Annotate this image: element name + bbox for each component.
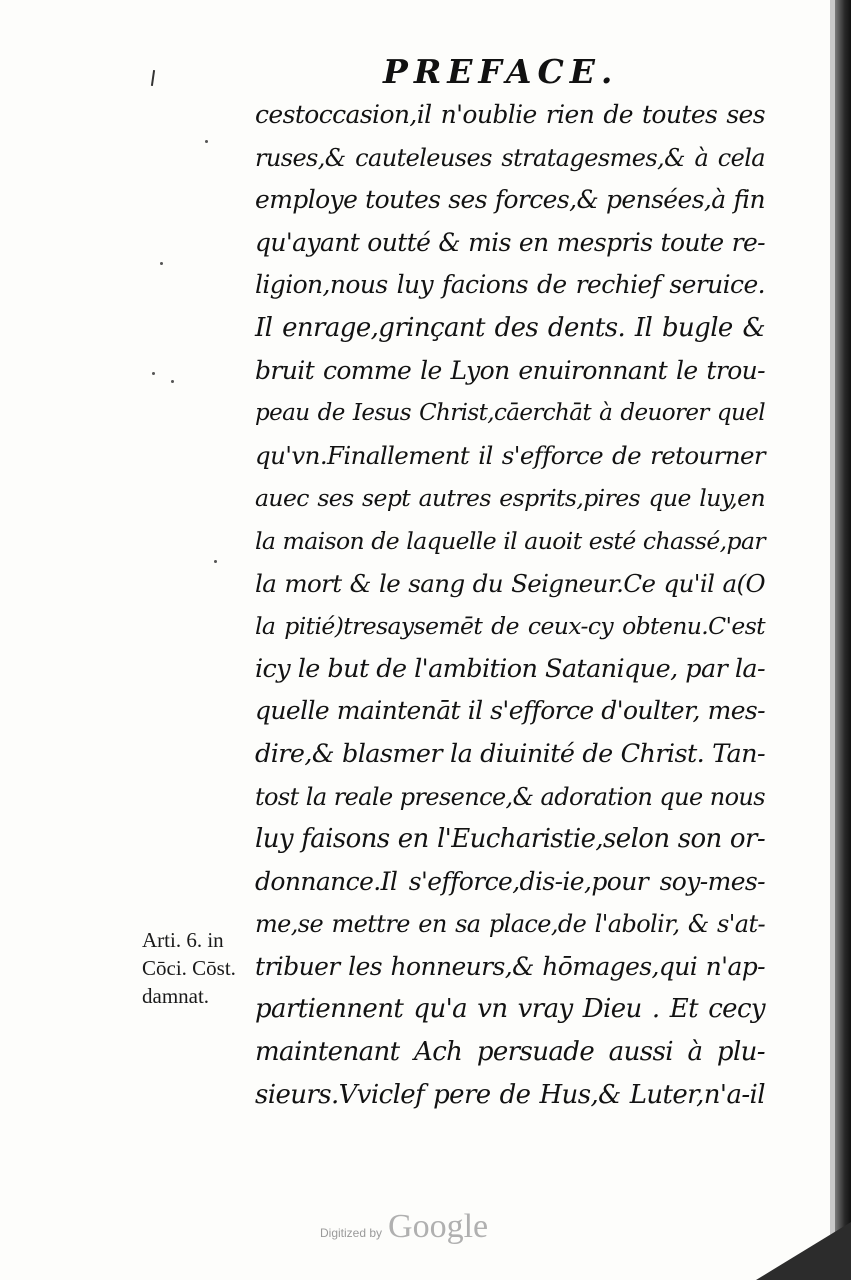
text-line: cestoccasion,il n'oublie rien de toutes ses bbox=[255, 100, 765, 129]
text-line: me,se mettre en sa place,de l'abolir, & s'at- bbox=[255, 910, 765, 939]
google-logo: Google bbox=[388, 1208, 489, 1245]
text-line: sieurs.Vviclef pere de Hus,& Luter,n'a-il bbox=[255, 1079, 765, 1110]
digitized-watermark bbox=[320, 1208, 488, 1246]
scan-speck bbox=[152, 372, 155, 375]
text-line: la maison de laquelle il auoit esté chassé,par bbox=[255, 526, 765, 555]
text-line: donnance.Il s'efforce,dis-ie,pour soy-mes- bbox=[255, 866, 765, 896]
text-line: qu'ayant outté & mis en mespris toute re- bbox=[255, 227, 765, 257]
margin-note bbox=[142, 926, 260, 1010]
text-line: tost la reale presence,& adoration que nous bbox=[255, 782, 765, 811]
binding-shadow bbox=[835, 0, 851, 1280]
text-line: qu'vn.Finallement il s'efforce de retourner bbox=[255, 440, 765, 470]
corner-fold-shadow bbox=[756, 1222, 851, 1280]
text-line: la pitié)tresaysemēt de ceux-cy obtenu.C'est bbox=[255, 612, 765, 641]
scan-speck bbox=[160, 262, 163, 265]
text-line: icy le but de l'ambition Satanique, par la- bbox=[255, 653, 765, 684]
text-line: ruses,& cauteleuses stratagesmes,& à cela bbox=[255, 143, 765, 172]
text-line: bruit comme le Lyon enuironnant le trou- bbox=[255, 355, 765, 385]
text-line: Il enrage,grinçant des dents. Il bugle & bbox=[255, 312, 765, 343]
text-line: la mort & le sang du Seigneur.Ce qu'il a(O bbox=[255, 568, 765, 598]
text-line: auec ses sept autres esprits,pires que luy,en bbox=[255, 484, 765, 513]
margin-note-line: Cōci. Cōst. bbox=[142, 956, 236, 980]
text-line: partiennent qu'a vn vray Dieu . Et cecy bbox=[255, 994, 765, 1025]
text-line: tribuer les honneurs,& hōmages,qui n'ap- bbox=[255, 951, 765, 981]
text-line: maintenant Ach persuade aussi à plu- bbox=[255, 1037, 765, 1068]
text-line: ligion,nous luy facions de rechief seruice. bbox=[255, 270, 765, 300]
scan-speck bbox=[205, 140, 208, 143]
text-line: peau de Iesus Christ,cāerchāt à deuorer quel bbox=[255, 400, 765, 427]
body-text bbox=[255, 94, 765, 1116]
running-header: PREFACE. bbox=[383, 52, 619, 91]
text-line: dire,& blasmer la diuinité de Christ. Tan- bbox=[255, 738, 765, 769]
text-line: luy faisons en l'Eucharistie,selon son or- bbox=[255, 824, 765, 855]
scan-speck bbox=[214, 560, 217, 563]
margin-note-line: Arti. 6. in bbox=[142, 928, 224, 952]
margin-note-line: damnat. bbox=[142, 984, 210, 1008]
scan-speck bbox=[171, 380, 174, 383]
text-line: employe toutes ses forces,& pensées,à fin bbox=[255, 185, 765, 215]
stray-mark bbox=[151, 70, 155, 86]
text-line: quelle maintenāt il s'efforce d'oulter, mes- bbox=[255, 696, 765, 726]
watermark-prefix: Digitized by bbox=[320, 1226, 383, 1240]
